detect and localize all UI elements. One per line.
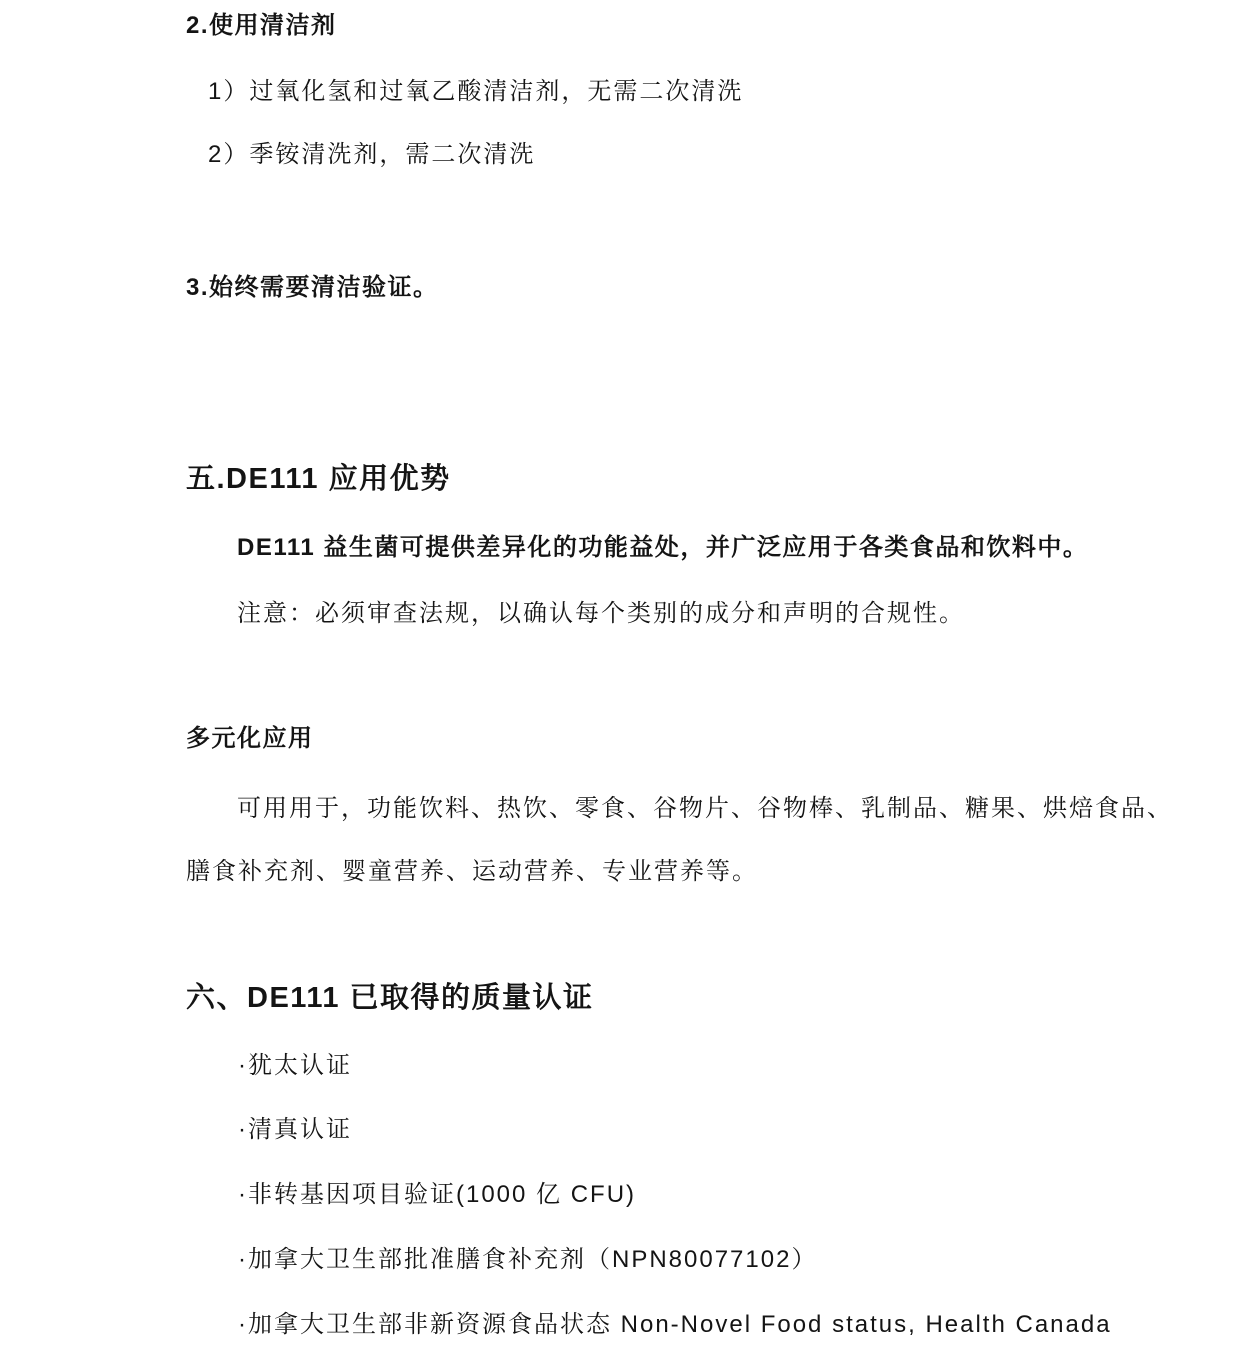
list-item-quaternary-ammonium-cleaners: 2）季铵清洗剂，需二次清洗 [208,141,536,168]
paragraph-application-categories-line2: 膳食补充剂、婴童营养、运动营养、专业营养等。 [186,858,758,885]
list-item-peroxide-cleaners: 1）过氧化氢和过氧乙酸清洁剂，无需二次清洗 [208,78,744,105]
bullet-health-canada-npn-approval: ·加拿大卫生部批准膳食补充剂（NPN80077102） [238,1246,818,1273]
bullet-non-gmo-project-verification: ·非转基因项目验证(1000 亿 CFU) [238,1181,637,1208]
section-heading-de111-quality-certifications: 六、DE111 已取得的质量认证 [186,982,594,1014]
bullet-halal-certification: ·清真认证 [238,1116,352,1143]
bullet-kosher-certification: ·犹太认证 [238,1052,352,1079]
paragraph-regulatory-note: 注意：必须审查法规，以确认每个类别的成分和声明的合规性。 [237,600,965,627]
section-heading-de111-application-advantages: 五.DE111 应用优势 [186,463,451,495]
paragraph-de111-functional-benefits: DE111 益生菌可提供差异化的功能益处，并广泛应用于各类食品和饮料中。 [237,534,1089,561]
heading-diversified-applications: 多元化应用 [186,725,314,752]
bullet-non-novel-food-status: ·加拿大卫生部非新资源食品状态 Non-Novel Food status, Health Canada [238,1311,1112,1338]
heading-use-cleaning-agents: 2.使用清洁剂 [186,12,337,39]
heading-cleaning-validation: 3.始终需要清洁验证。 [186,274,439,301]
paragraph-application-categories-line1: 可用用于，功能饮料、热饮、零食、谷物片、谷物棒、乳制品、糖果、烘焙食品、 [237,795,1173,822]
